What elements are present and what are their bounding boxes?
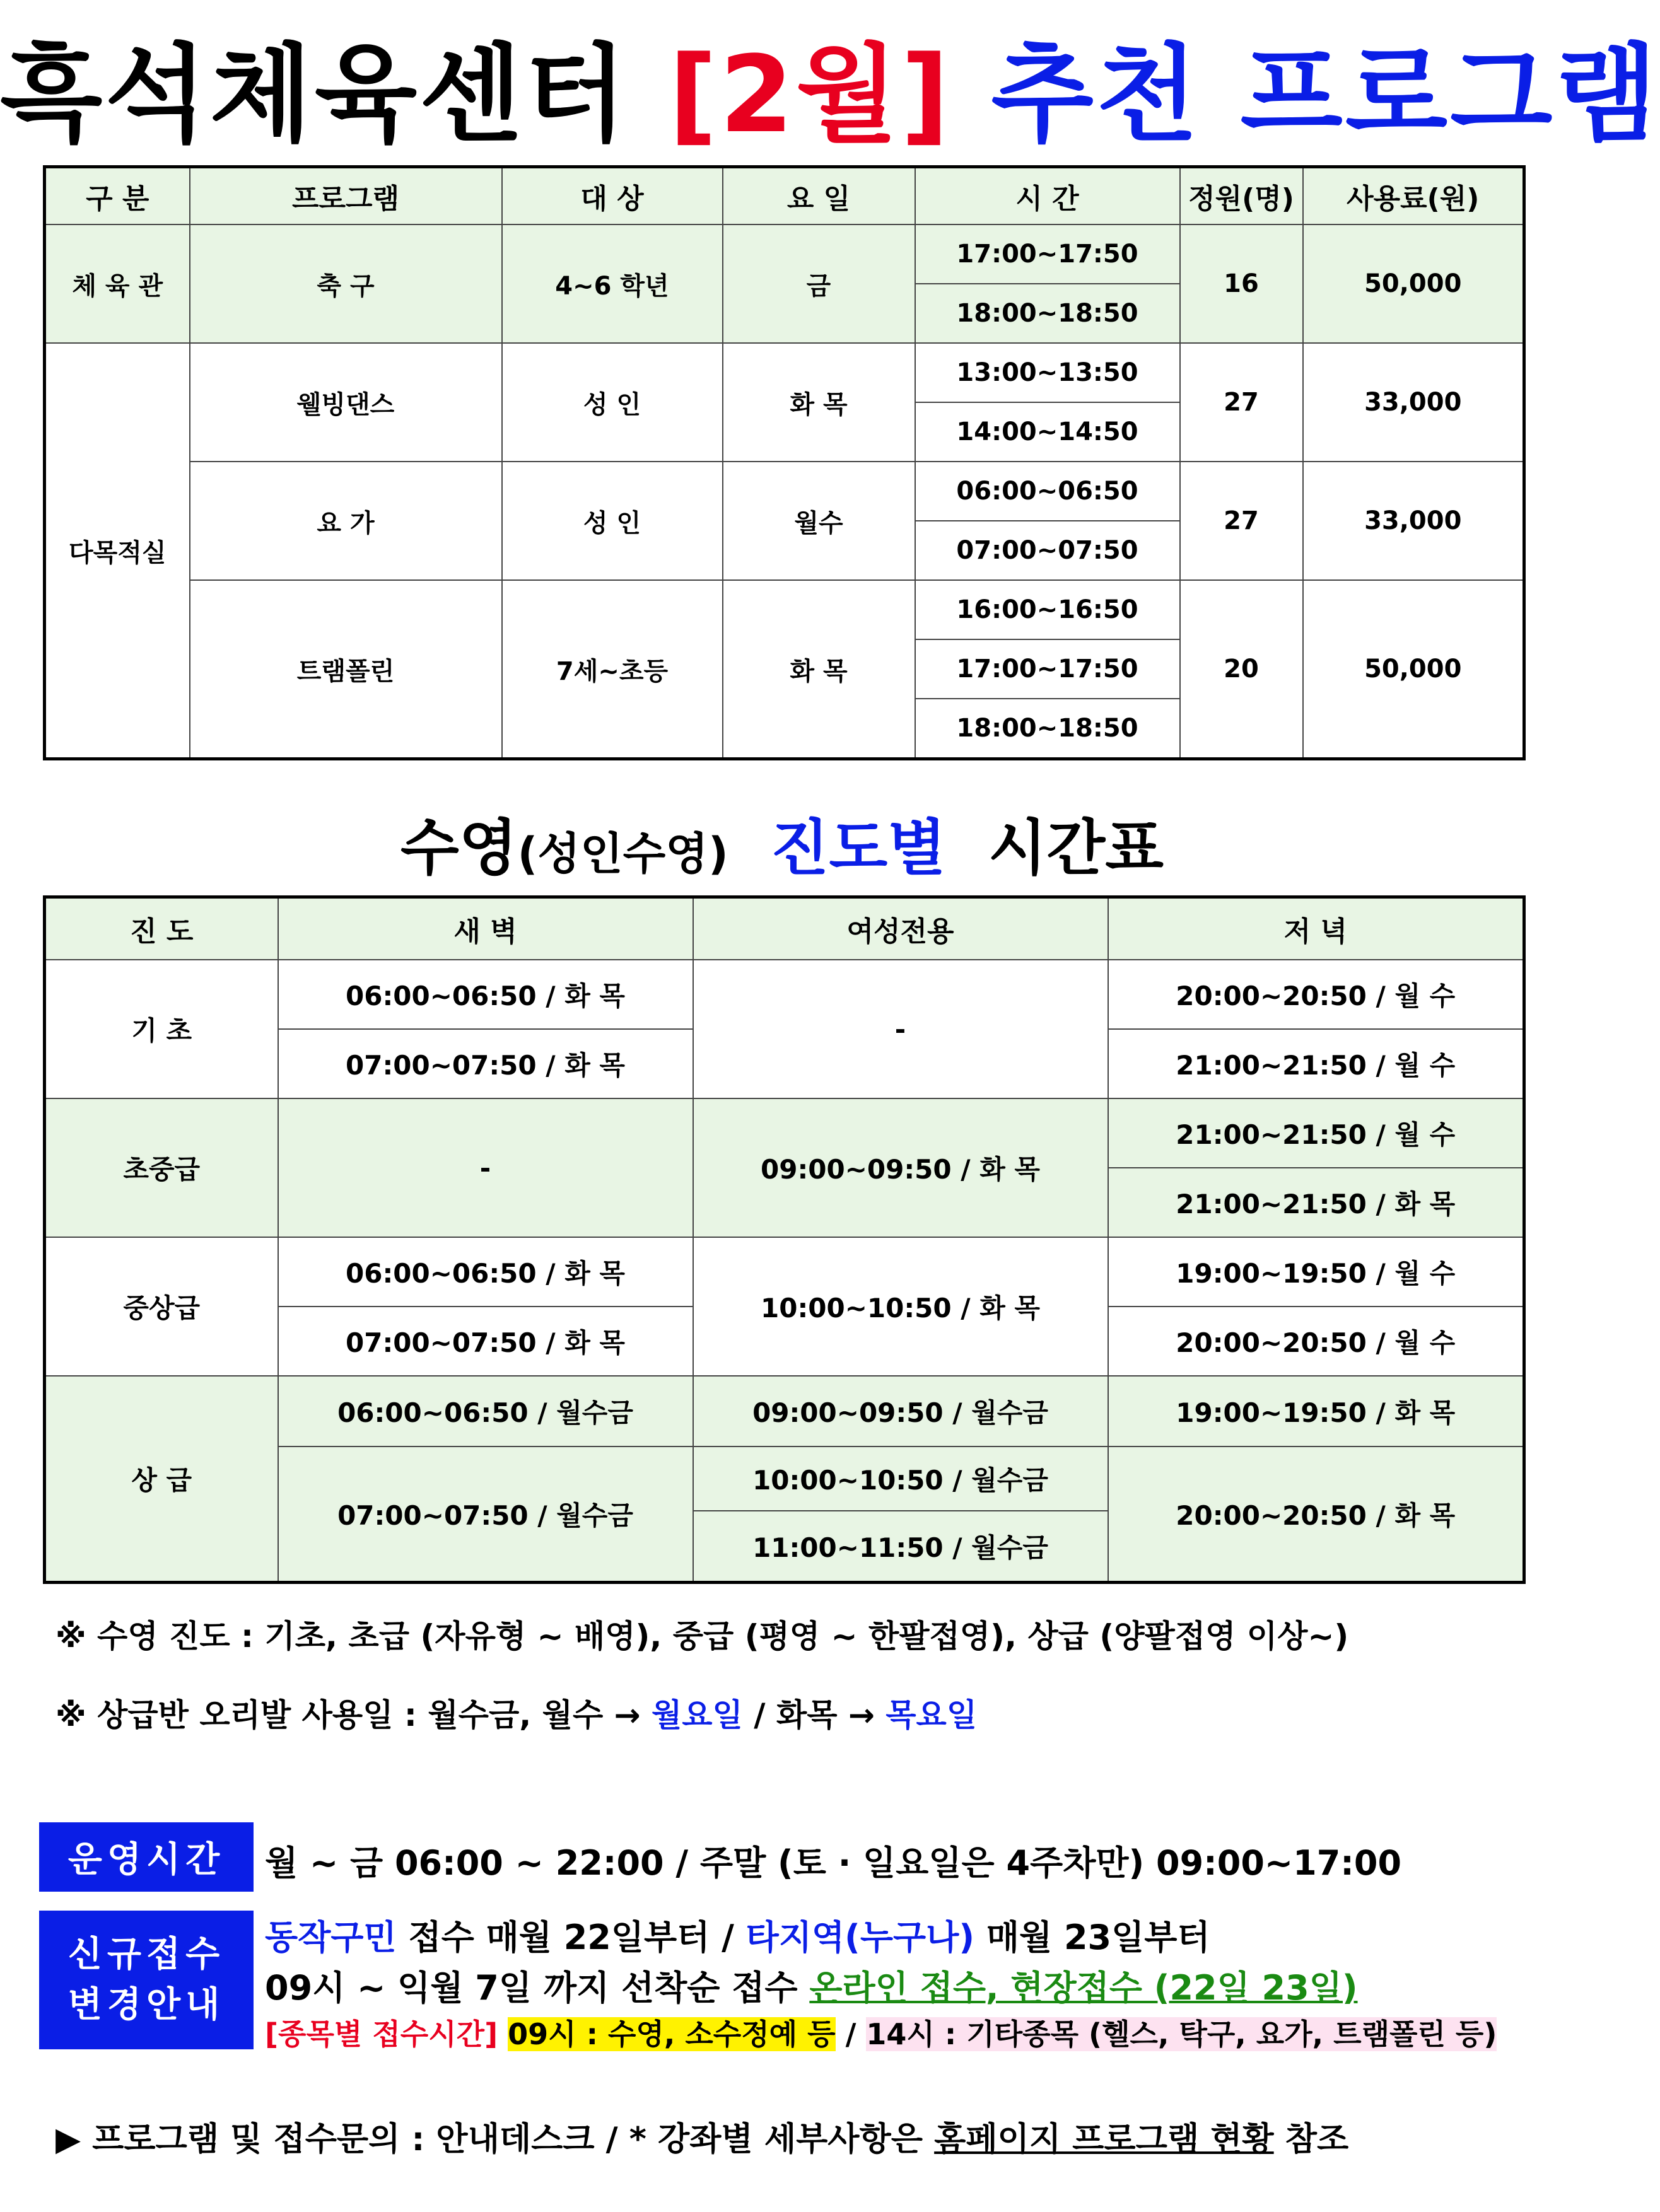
time-cell: 18:00~18:50 (915, 284, 1180, 343)
capacity-cell: 16 (1180, 224, 1303, 343)
registration-line-2 (265, 1961, 1358, 2010)
swim-level-note: ※ 수영 진도 : 기초, 초급 (자유형 ~ 배영), 중급 (평영 ~ 한팔접영), 상급 (양팔접영 이상~) (56, 1618, 1349, 1655)
header-category: 구 분 (45, 167, 190, 225)
program-cell: 축 구 (190, 224, 502, 343)
target-cell: 성 인 (502, 343, 723, 462)
swim-title-adult: (성인수영) (517, 828, 728, 880)
fee-cell: 33,000 (1303, 462, 1524, 580)
program-cell: 트램폴린 (190, 580, 502, 759)
women-cell: 09:00~09:50 / 화 목 (693, 1098, 1108, 1237)
program-table (43, 165, 1526, 760)
evening-cell: 20:00~20:50 / 월 수 (1108, 960, 1524, 1029)
table-row (45, 224, 1524, 284)
reg-time-sep: / (835, 2017, 867, 2051)
page-title (0, 25, 1660, 164)
registration-line-3 (265, 2011, 1497, 2053)
swim-table (43, 895, 1526, 1584)
time-cell: 06:00~06:50 (915, 462, 1180, 521)
reg-others: 타지역(누구나) (745, 1918, 975, 1957)
homepage-link[interactable]: 홈페이지 프로그램 현황 (934, 2121, 1274, 2158)
time-cell: 16:00~16:50 (915, 580, 1180, 639)
fee-cell: 33,000 (1303, 343, 1524, 462)
time-cell: 17:00~17:50 (915, 224, 1180, 284)
women-cell: 10:00~10:50 / 화 목 (693, 1237, 1108, 1376)
level-cell: 기 초 (45, 960, 278, 1098)
fee-cell: 50,000 (1303, 580, 1524, 759)
dawn-cell: 06:00~06:50 / 월수금 (278, 1376, 693, 1447)
reg-period: 09시 ~ 익월 7일 까지 선착순 접수 (265, 1968, 810, 2008)
registration-badge-line1: 신규접수 (67, 1934, 225, 1975)
day-cell: 화 목 (723, 580, 915, 759)
header-fee: 사용료(원) (1303, 167, 1524, 225)
title-recommended: 추천 프로그램 (991, 33, 1660, 156)
title-center-name: 흑석체육센터 (0, 33, 629, 156)
operating-hours-text: 월 ~ 금 06:00 ~ 22:00 / 주말 (토 · 일요일은 4주차만) 09:00~17:00 (265, 1843, 1402, 1883)
header-time: 시 간 (915, 167, 1180, 225)
dawn-cell: 07:00~07:50 / 화 목 (278, 1029, 693, 1098)
level-cell: 초중급 (45, 1098, 278, 1237)
header-program: 프로그램 (190, 167, 502, 225)
women-cell: 11:00~11:50 / 월수금 (693, 1511, 1108, 1583)
registration-badge-line2: 변경안내 (67, 1984, 225, 2025)
day-cell: 월수 (723, 462, 915, 580)
women-cell: - (693, 960, 1108, 1098)
title-month: [2월] (669, 33, 952, 156)
table-row (45, 462, 1524, 521)
footer-prefix: ▶ 프로그램 및 접수문의 : 안내데스크 / * 강좌별 세부사항은 (56, 2121, 935, 2158)
footer-suffix: 참조 (1273, 2121, 1349, 2158)
category-cell: 다목적실 (45, 343, 190, 759)
program-cell: 요 가 (190, 462, 502, 580)
capacity-cell: 27 (1180, 343, 1303, 462)
table-row (45, 960, 1524, 1029)
level-cell: 중상급 (45, 1237, 278, 1376)
day-cell: 금 (723, 224, 915, 343)
capacity-cell: 27 (1180, 462, 1303, 580)
swim-title-timetable: 시간표 (988, 813, 1164, 883)
table-row (45, 580, 1524, 639)
time-cell: 18:00~18:50 (915, 699, 1180, 759)
dawn-cell: 06:00~06:50 / 화 목 (278, 1237, 693, 1307)
evening-cell: 20:00~20:50 / 월 수 (1108, 1307, 1524, 1376)
header-day: 요 일 (723, 167, 915, 225)
evening-cell: 21:00~21:50 / 월 수 (1108, 1029, 1524, 1098)
evening-cell: 19:00~19:50 / 월 수 (1108, 1237, 1524, 1307)
time-cell: 14:00~14:50 (915, 402, 1180, 462)
target-cell: 7세~초등 (502, 580, 723, 759)
operating-hours-badge: 운영시간 (39, 1822, 254, 1892)
dawn-cell: - (278, 1098, 693, 1237)
fee-cell: 50,000 (1303, 224, 1524, 343)
time-cell: 07:00~07:50 (915, 521, 1180, 580)
evening-cell: 19:00~19:50 / 화 목 (1108, 1376, 1524, 1447)
swim-title-level: 진도별 (770, 813, 946, 883)
header-women: 여성전용 (693, 897, 1108, 960)
dawn-cell: 07:00~07:50 / 월수금 (278, 1447, 693, 1583)
reg-residents: 동작구민 (265, 1918, 397, 1957)
swim-table-header-row (45, 897, 1524, 960)
women-cell: 10:00~10:50 / 월수금 (693, 1447, 1108, 1511)
dawn-cell: 07:00~07:50 / 화 목 (278, 1307, 693, 1376)
evening-cell: 21:00~21:50 / 화 목 (1108, 1168, 1524, 1237)
target-cell: 4~6 학년 (502, 224, 723, 343)
fin-note-monday: 월요일 (651, 1697, 743, 1733)
fin-note-mid: / 화목 → (742, 1697, 886, 1733)
day-cell: 화 목 (723, 343, 915, 462)
swim-schedule-title (0, 807, 1564, 895)
reg-others-date: 매월 23일부터 (974, 1918, 1210, 1957)
evening-cell: 21:00~21:50 / 월 수 (1108, 1098, 1524, 1168)
target-cell: 성 인 (502, 462, 723, 580)
footer-inquiry (56, 2112, 1348, 2160)
header-target: 대 상 (502, 167, 723, 225)
table-row (45, 1237, 1524, 1307)
header-level: 진 도 (45, 897, 278, 960)
reg-time-9: 09시 : 수영, 소수정예 등 (508, 2017, 836, 2051)
women-cell: 09:00~09:50 / 월수금 (693, 1376, 1108, 1447)
table-row (45, 1098, 1524, 1168)
reg-time-14: 14시 : 기타종목 (헬스, 탁구, 요가, 트램폴린 등) (866, 2017, 1497, 2051)
evening-cell: 20:00~20:50 / 화 목 (1108, 1447, 1524, 1583)
registration-line-1 (265, 1911, 1210, 1959)
fin-note-thursday: 목요일 (886, 1697, 978, 1733)
program-table-header-row (45, 167, 1524, 225)
fin-usage-note (56, 1690, 977, 1735)
reg-methods: 온라인 접수, 현장접수 (22일 23일) (809, 1968, 1358, 2008)
time-cell: 17:00~17:50 (915, 639, 1180, 699)
fin-note-prefix: ※ 상급반 오리발 사용일 : 월수금, 월수 → (56, 1697, 652, 1733)
reg-time-label: [종목별 접수시간] (265, 2017, 498, 2051)
table-row (45, 343, 1524, 402)
header-dawn: 새 벽 (278, 897, 693, 960)
capacity-cell: 20 (1180, 580, 1303, 759)
time-cell: 13:00~13:50 (915, 343, 1180, 402)
program-cell: 웰빙댄스 (190, 343, 502, 462)
registration-badge (39, 1911, 254, 2049)
level-cell: 상 급 (45, 1376, 278, 1583)
header-evening: 저 녁 (1108, 897, 1524, 960)
category-cell: 체 육 관 (45, 224, 190, 343)
swim-title-swim: 수영 (400, 813, 518, 883)
dawn-cell: 06:00~06:50 / 화 목 (278, 960, 693, 1029)
header-capacity: 정원(명) (1180, 167, 1303, 225)
reg-residents-date: 접수 매월 22일부터 / (396, 1918, 746, 1957)
